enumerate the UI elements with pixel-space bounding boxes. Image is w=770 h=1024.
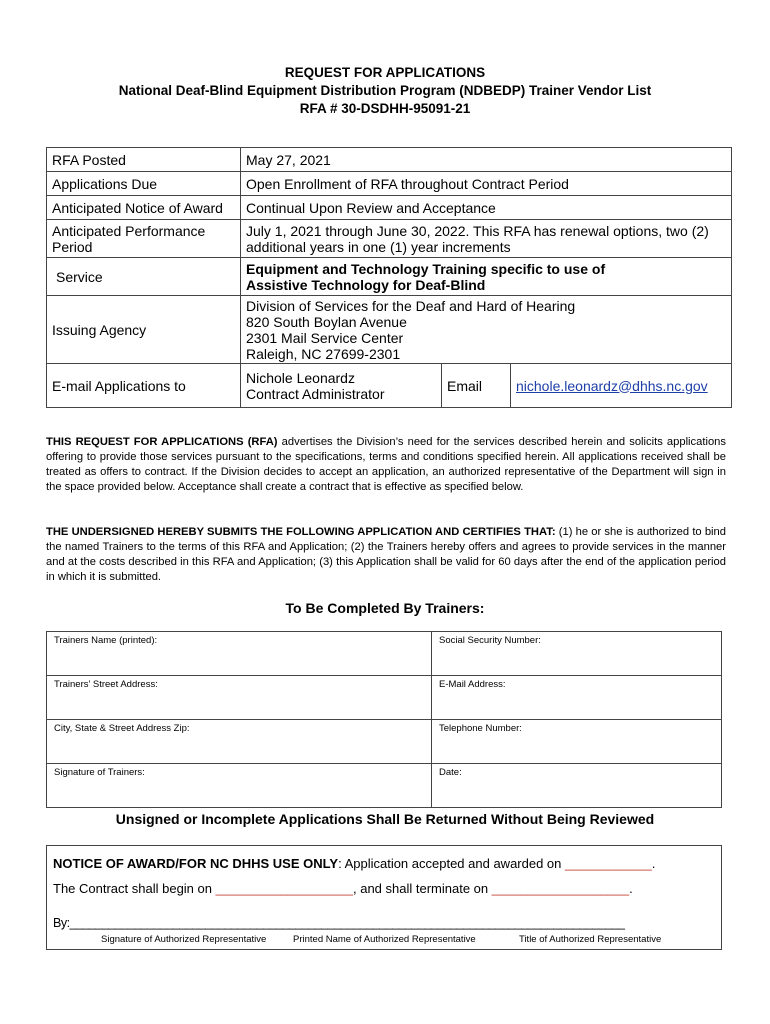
- rfa-posted-label: RFA Posted: [47, 148, 241, 172]
- notice-of-award-box: [46, 845, 722, 950]
- certification-text: (1) he or she is authorized to bind the named Trainers to the terms of this RFA and Application; (2) the Trainers hereby offers and agrees to provide services in the manner and at the costs described in this RFA and Application; (3) this Application shall be valid for 60 days after the end of the application period in which it is submitted.: [46, 526, 726, 583]
- signature-field[interactable]: Signature of Trainers:: [47, 764, 432, 808]
- contract-dates-line: [53, 881, 633, 896]
- email-address-cell: [511, 364, 732, 408]
- email-address-field[interactable]: E-Mail Address:: [432, 676, 722, 720]
- trainers-section-title: To Be Completed By Trainers:: [285, 600, 485, 616]
- award-date-blank[interactable]: ____________: [565, 856, 652, 871]
- service-label-text: Service: [56, 268, 103, 285]
- email-word: Email: [442, 364, 511, 408]
- incomplete-warning: Unsigned or Incomplete Applications Shall Be Returned Without Being Reviewed: [115, 811, 655, 827]
- agency-label: Issuing Agency: [47, 296, 241, 364]
- service-value: [241, 258, 732, 296]
- performance-label-line2: Period: [52, 238, 93, 255]
- service-value-line2: Assistive Technology for Deaf-Blind: [246, 276, 486, 293]
- certification-paragraph: [46, 525, 726, 585]
- contract-end-blank[interactable]: ___________________: [491, 881, 630, 896]
- rfa-info-table: [46, 147, 732, 408]
- agency-city: Raleigh, NC 27699-2301: [246, 345, 401, 362]
- sig-label-title: Title of Authorized Representative: [519, 934, 662, 945]
- telephone-field[interactable]: Telephone Number:: [432, 720, 722, 764]
- header-program: National Deaf-Blind Equipment Distribution Program (NDBEDP) Trainer Vendor List: [118, 83, 652, 98]
- contact-cell: [241, 364, 442, 408]
- trainer-name-field[interactable]: Trainers Name (printed):: [47, 632, 432, 676]
- certification-lead: THE UNDERSIGNED HEREBY SUBMITS THE FOLLOWING APPLICATION AND CERTIFIES THAT:: [46, 526, 556, 538]
- document-header: [0, 64, 770, 118]
- sig-label-signature: Signature of Authorized Representative: [101, 934, 267, 945]
- notice-award-line: [53, 856, 655, 871]
- rfa-posted-value: May 27, 2021: [241, 148, 732, 172]
- apps-due-value: Open Enrollment of RFA throughout Contract Period: [241, 172, 732, 196]
- street-address-field[interactable]: Trainers’ Street Address:: [47, 676, 432, 720]
- agency-value: [241, 296, 732, 364]
- ssn-field[interactable]: Social Security Number:: [432, 632, 722, 676]
- service-label: [47, 258, 241, 296]
- date-field[interactable]: Date:: [432, 764, 722, 808]
- trainer-form-table: [46, 631, 722, 808]
- service-value-line1: Equipment and Technology Training specific to use of: [246, 260, 606, 277]
- agency-street: 820 South Boylan Avenue: [246, 313, 407, 330]
- notice-award-label: Anticipated Notice of Award: [47, 196, 241, 220]
- apps-due-label: Applications Due: [47, 172, 241, 196]
- contact-name: Nichole Leonardz: [246, 369, 355, 386]
- performance-value: [241, 220, 732, 258]
- performance-value-line1: July 1, 2021 through June 30, 2022. This RFA has renewal options, two (2): [246, 222, 709, 239]
- notice-text: : Application accepted and awarded on: [338, 856, 566, 871]
- rfa-description-text: advertises the Division’s need for the services described herein and solicits applications offering to provide those services pursuant to the specifications, terms and conditions specified herein. All applications received shall be treated as offers to contract. If the Division decides to accept an application, an authorized representative of the Department will sign in the space provided below. Acceptance shall create a contract that is effective as specified below.: [46, 436, 726, 493]
- rfa-description-lead: THIS REQUEST FOR APPLICATIONS (RFA): [46, 436, 278, 448]
- email-address-link[interactable]: nichole.leonardz@dhhs.nc.gov: [516, 377, 708, 394]
- header-title: REQUEST FOR APPLICATIONS: [284, 65, 486, 80]
- email-applications-label: E-mail Applications to: [47, 364, 241, 408]
- notice-period: .: [651, 856, 656, 871]
- notice-lead: NOTICE OF AWARD/FOR NC DHHS USE ONLY: [53, 856, 339, 871]
- city-state-zip-field[interactable]: City, State & Street Address Zip:: [47, 720, 432, 764]
- contract-terminate-text: , and shall terminate on: [352, 881, 492, 896]
- performance-label: [47, 220, 241, 258]
- performance-value-line2: additional years in one (1) year increments: [246, 238, 511, 255]
- performance-label-line1: Anticipated Performance: [52, 222, 206, 239]
- by-signature-line[interactable]: By:______________________________________________________________________________________: [53, 916, 625, 930]
- agency-mail-center: 2301 Mail Service Center: [246, 329, 404, 346]
- agency-name: Division of Services for the Deaf and Hard of Hearing: [246, 297, 576, 314]
- notice-award-value: Continual Upon Review and Acceptance: [241, 196, 732, 220]
- contract-period: .: [629, 881, 633, 896]
- header-rfa-number: RFA # 30-DSDHH-95091-21: [299, 101, 471, 116]
- contract-begin-text: The Contract shall begin on: [53, 881, 216, 896]
- contact-title: Contract Administrator: [246, 385, 385, 402]
- sig-label-printed-name: Printed Name of Authorized Representative: [293, 934, 476, 945]
- contract-begin-blank[interactable]: ___________________: [215, 881, 353, 896]
- rfa-description-paragraph: [46, 435, 726, 495]
